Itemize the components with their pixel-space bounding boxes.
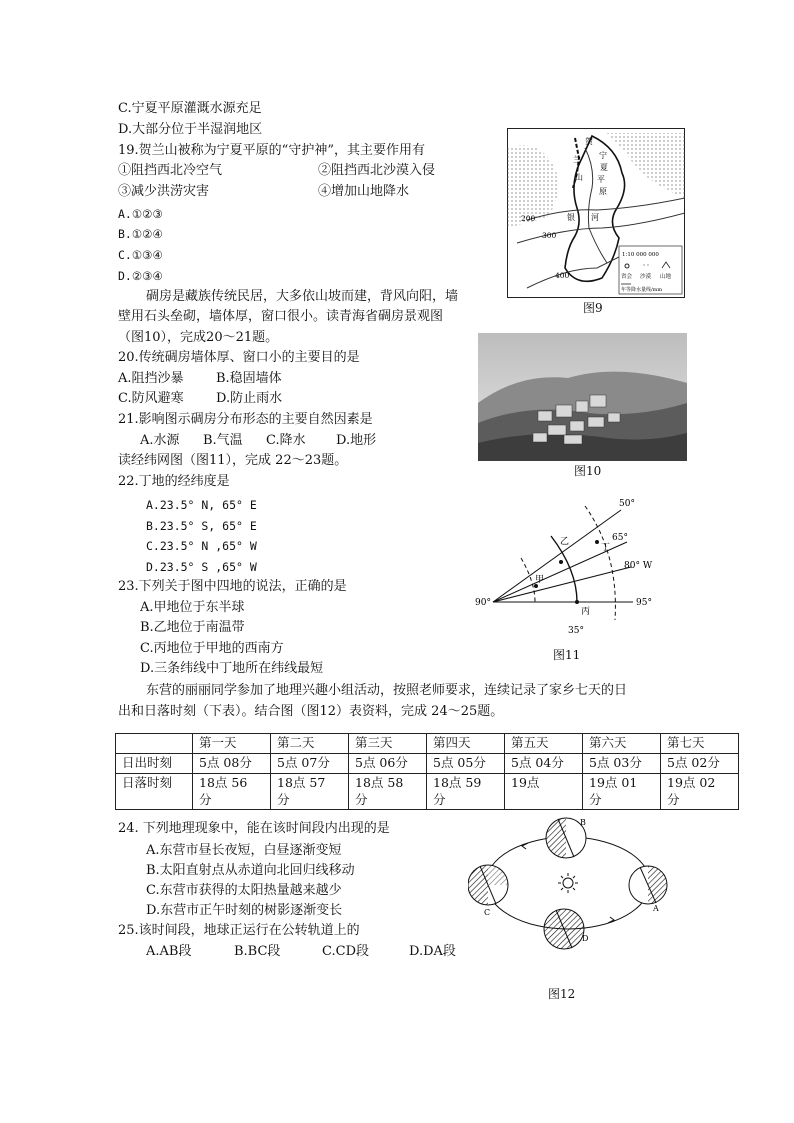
lon-label: 50° [619, 499, 635, 509]
table-header-cell: 第六天 [583, 734, 661, 754]
lon-label: 90° [475, 598, 491, 608]
q24-option-b: B.太阳直射点从赤道向北回归线移动 [146, 863, 355, 878]
sunset-cell-line1: 18点 58 [355, 775, 404, 790]
q22-option-c: C.23.5° N ,65° W [146, 539, 257, 553]
sunset-label: 日落时刻 [116, 774, 193, 810]
sunrise-cell: 5点 08分 [193, 754, 271, 774]
sunrise-cell: 5点 04分 [505, 754, 583, 774]
fig11-intro: 读经纬网图（图11），完成 22～23题。 [118, 453, 348, 468]
sunrise-label: 日出时刻 [116, 754, 193, 774]
q22-option-d: D.23.5° S ,65° W [146, 560, 257, 574]
sunrise-cell: 5点 07分 [271, 754, 349, 774]
q20-option-a: A.阻挡沙暴 [118, 371, 184, 386]
q19-item-3: ③减少洪涝灾害 [118, 184, 210, 199]
q24-option-a: A.东营市昼长夜短，白昼逐渐变短 [146, 843, 342, 858]
fig12-orbit [468, 815, 668, 955]
passage-line-2: 壁用石头垒砌，墙体厚，窗口很小。读青海省碉房景观图 [118, 309, 444, 324]
place-label: 甲 [535, 575, 545, 585]
map-label: 兰 [573, 155, 581, 164]
earth-c [468, 865, 508, 905]
fig9-caption: 图9 [583, 301, 603, 315]
sunset-cell-line1: 19点 [511, 775, 540, 790]
meridian-50 [493, 510, 621, 602]
q19-option-c: C.①③④ [118, 248, 163, 262]
place-label: 丙 [581, 607, 591, 617]
orbit-point-label: B [580, 818, 586, 827]
fig11-graticule [473, 492, 673, 642]
fig11-graticule-svg [473, 492, 673, 642]
map-label: 原 [599, 187, 607, 196]
isoline-label: 200 [521, 214, 536, 223]
point-yi [559, 560, 563, 564]
fig11-caption: 图11 [553, 648, 581, 662]
lon-label: 65° [612, 533, 628, 543]
sunrise-cell: 5点 06分 [349, 754, 427, 774]
table-row [116, 774, 739, 810]
earth-d [544, 909, 584, 949]
fig9-map [507, 128, 685, 298]
sunrise-cell: 5点 03分 [583, 754, 661, 774]
q23-option-a: A.甲地位于东半球 [140, 600, 245, 615]
map-label: 贺 [585, 137, 593, 146]
fig10-photo-svg [478, 333, 687, 461]
option-d-text: D.大部分位于半湿润地区 [118, 122, 263, 137]
q23-option-b: B.乙地位于南温带 [140, 620, 245, 635]
q19-item-4: ④增加山地降水 [318, 184, 410, 199]
sunset-cell [349, 774, 427, 810]
q19-option-b: B.①②④ [118, 227, 163, 241]
sunset-cell [661, 774, 739, 810]
desert-icon [643, 263, 651, 268]
latitude-arc-outer [585, 506, 615, 620]
sun-icon [558, 873, 578, 893]
q24-option-d: D.东营市正午时刻的树影逐渐变长 [146, 903, 343, 918]
lat-label: 35° [568, 626, 584, 636]
sunset-cell-line1: 18点 57 [277, 775, 326, 790]
q25-option-a: A.AB段 [146, 944, 192, 959]
map-label: 山 [575, 173, 583, 182]
q25-option-c: C.CD段 [322, 944, 369, 959]
question-22: 22.丁地的经纬度是 [118, 474, 230, 489]
q19-item-2: ②阻挡西北沙漠入侵 [318, 163, 436, 178]
q19-item-1: ①阻挡西北冷空气 [118, 163, 223, 178]
table-header-cell [116, 734, 193, 754]
question-24: 24. 下列地理现象中，能在该时间段内出现的是 [118, 821, 390, 836]
sunset-cell [505, 774, 583, 810]
fig10-caption: 图10 [574, 464, 602, 478]
sunset-cell [271, 774, 349, 810]
place-label: 乙 [560, 537, 570, 547]
passage-line-1: 碉房是藏族传统民居，大多依山坡而建，背风向阳，墙 [146, 289, 459, 304]
map-label: 夏 [600, 163, 608, 172]
q24-option-c: C.东营市获得的太阳热量越来越少 [146, 883, 342, 898]
q21-option-c: C.降水 [266, 433, 306, 448]
orbit-point-label: C [484, 908, 491, 917]
map-label: 河 [591, 213, 599, 222]
question-20: 20.传统碉房墙体厚、窗口小的主要目的是 [118, 350, 360, 365]
sunrise-sunset-table [115, 733, 739, 810]
q25-option-b: B.BC段 [234, 944, 281, 959]
passage2-line-1: 东营的丽丽同学参加了地理兴趣小组活动，按照老师要求，连续记录了家乡七天的日 [146, 683, 628, 698]
isoline-label: 400 [555, 271, 570, 280]
q22-option-a: A.23.5° N, 65° E [146, 498, 257, 512]
fig12-orbit-svg [468, 815, 668, 955]
table-header-cell: 第二天 [271, 734, 349, 754]
table-header-cell: 第一天 [193, 734, 271, 754]
point-bing [575, 600, 579, 604]
sunrise-cell: 5点 05分 [427, 754, 505, 774]
question-21: 21.影响图示碉房分布形态的主要自然因素是 [118, 412, 373, 427]
isoline-label: 300 [542, 231, 557, 240]
sunset-cell-line1: 18点 59 [433, 775, 482, 790]
q23-option-d: D.三条纬线中丁地所在纬线最短 [140, 661, 324, 676]
sunset-cell-line1: 18点 56 [199, 775, 248, 790]
q21-option-d: D.地形 [336, 433, 377, 448]
q19-option-a: A.①②③ [118, 207, 163, 221]
map-label: 平 [597, 175, 605, 184]
table-header-cell: 第七天 [661, 734, 739, 754]
fig10-photo [478, 333, 687, 461]
sunset-cell-line2: 分 [667, 792, 680, 807]
legend-mountain: 山地 [660, 274, 672, 280]
question-25: 25.该时间段，地球正运行在公转轨道上的 [118, 923, 360, 938]
q21-option-b: B.气温 [203, 433, 243, 448]
orbit-point-label: D [582, 934, 589, 943]
q19-option-d: D.②③④ [118, 269, 163, 283]
option-c-text: C.宁夏平原灌溉水源充足 [118, 101, 262, 116]
sunrise-cell: 5点 02分 [661, 754, 739, 774]
map-label: 银 [567, 213, 575, 222]
sunset-cell [583, 774, 661, 810]
table-header-cell: 第四天 [427, 734, 505, 754]
earth-a [629, 866, 667, 904]
question-19: 19.贺兰山被称为宁夏平原的“守护神”，其主要作用有 [118, 143, 425, 158]
place-label: 丁 [601, 543, 611, 553]
sunset-cell-line2: 分 [433, 792, 446, 807]
question-23: 23.下列关于图中四地的说法，正确的是 [118, 579, 347, 594]
q20-option-c: C.防风避寒 [118, 391, 184, 406]
table-row [116, 754, 739, 774]
fig9-map-svg [507, 128, 685, 298]
legend-isoline: 年等降水量线/mm [621, 287, 663, 293]
map-label: 宁 [599, 151, 607, 160]
legend-scale: 1:10 000 000 [622, 252, 659, 258]
passage2-line-2: 出和日落时刻（下表）。结合图（图12）表资料，完成 24～25题。 [118, 704, 504, 719]
sunset-cell-line1: 19点 02 [667, 775, 716, 790]
q20-option-d: D.防止雨水 [216, 391, 283, 406]
table-header-row [116, 734, 739, 754]
fig12-caption: 图12 [548, 987, 576, 1001]
q20-option-b: B.稳固墙体 [216, 371, 282, 386]
sunset-cell-line2: 分 [589, 792, 602, 807]
legend-capital: 省会 [621, 274, 633, 280]
legend-desert: 沙漠 [640, 274, 652, 280]
meridian-80 [493, 567, 631, 602]
sunset-cell [427, 774, 505, 810]
lon-label: 95° [636, 598, 652, 608]
lon-label: 80° W [624, 561, 653, 571]
sunset-cell [193, 774, 271, 810]
point-ding [595, 540, 599, 544]
sunset-cell-line2: 分 [277, 792, 290, 807]
q21-option-a: A.水源 [140, 433, 180, 448]
q23-option-c: C.丙地位于甲地的西南方 [140, 641, 284, 656]
table-header-cell: 第五天 [505, 734, 583, 754]
sunset-cell-line2: 分 [355, 792, 368, 807]
table-header-cell: 第三天 [349, 734, 427, 754]
sunset-cell-line1: 19点 01 [589, 775, 638, 790]
passage-line-3: （图10），完成20～21题。 [118, 330, 279, 345]
orbit-point-label: A [653, 904, 659, 913]
q22-option-b: B.23.5° S, 65° E [146, 519, 257, 533]
sunset-cell-line2: 分 [199, 792, 212, 807]
q25-option-d: D.DA段 [409, 944, 456, 959]
